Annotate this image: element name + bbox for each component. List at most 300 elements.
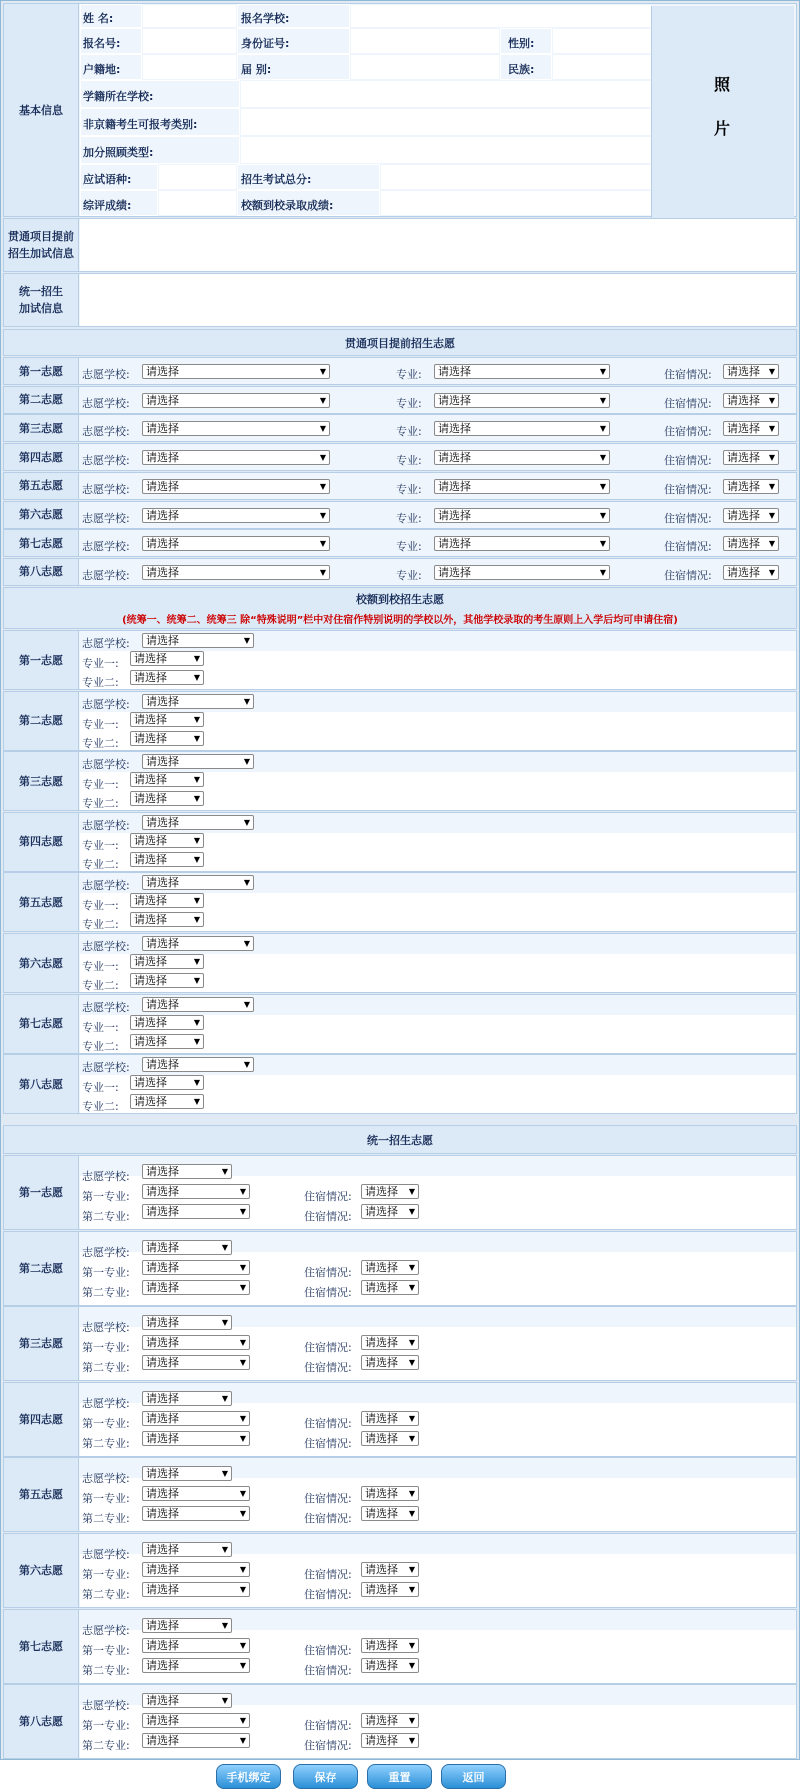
major1-select[interactable]: [130, 651, 204, 666]
major1-label: 专业一:: [82, 657, 119, 670]
select-value: 请选择: [438, 393, 471, 407]
select-value: 请选择: [146, 1185, 179, 1198]
school-select[interactable]: [142, 936, 254, 951]
dorm-select[interactable]: [723, 393, 779, 408]
dorm-select-2[interactable]: [361, 1204, 419, 1219]
school-select[interactable]: [142, 479, 330, 494]
dorm-select-2[interactable]: [361, 1582, 419, 1597]
major-label: 专业:: [396, 425, 422, 439]
major1-label: 专业一:: [82, 960, 119, 973]
dorm-select-2[interactable]: [361, 1280, 419, 1295]
chevron-down-icon: ▼: [193, 1097, 200, 1107]
dorm-select-2[interactable]: [361, 1355, 419, 1370]
select-value: 请选择: [727, 451, 760, 465]
school-select[interactable]: [142, 1693, 232, 1708]
major2-label: 第二专业:: [82, 1512, 130, 1526]
dorm-select-1[interactable]: [361, 1184, 419, 1199]
major1-label: 第一专业:: [82, 1416, 130, 1430]
chevron-down-icon: ▼: [319, 453, 326, 463]
quota-choice-fields: [80, 631, 796, 689]
dorm-select-2[interactable]: [361, 1431, 419, 1446]
school-select[interactable]: [142, 1164, 232, 1179]
select-value: 请选择: [146, 1543, 179, 1556]
school-select[interactable]: [142, 1315, 232, 1330]
select-value: 请选择: [146, 1638, 179, 1652]
major1-label: 专业一:: [82, 778, 119, 792]
major2-label: 第二专业:: [82, 1285, 130, 1299]
major1-select[interactable]: [130, 833, 204, 848]
school-label: 报名学校:: [241, 12, 290, 25]
dorm-select-1[interactable]: [361, 1335, 419, 1350]
major-label: 专业:: [396, 568, 422, 582]
school-select[interactable]: [142, 565, 330, 580]
dorm-select[interactable]: [723, 450, 779, 465]
select-value: 请选择: [146, 1240, 179, 1254]
major-select[interactable]: [434, 393, 610, 408]
select-value: 请选择: [134, 894, 167, 908]
chevron-down-icon: ▼: [408, 1433, 415, 1443]
select-value: 请选择: [146, 422, 179, 436]
school-select[interactable]: [142, 633, 254, 648]
major1-label: 专业一:: [82, 1081, 119, 1095]
major2-label: 第二专业:: [82, 1436, 130, 1450]
chevron-down-icon: ▼: [408, 1509, 415, 1519]
guantong-choice-2: [3, 386, 797, 414]
guantong-choice-fields: [80, 530, 796, 556]
chevron-down-icon: ▼: [221, 1242, 228, 1252]
select-value: 请选择: [134, 712, 167, 726]
select-value: 请选择: [365, 1487, 398, 1501]
major1-select[interactable]: [130, 712, 204, 727]
unified-choice-fields: [80, 1685, 796, 1758]
quota-choice-label: 第二志愿: [4, 692, 79, 750]
select-value: 请选择: [146, 365, 179, 378]
chevron-down-icon: ▼: [239, 1640, 246, 1650]
guantong-section-title: 贯通项目提前招生志愿: [3, 329, 797, 356]
dorm-select-2[interactable]: [361, 1733, 419, 1748]
photo-box: [651, 6, 794, 218]
select-value: 请选择: [134, 852, 167, 866]
dorm-select[interactable]: [723, 536, 779, 551]
school-select[interactable]: [142, 1057, 254, 1072]
school-select[interactable]: [142, 536, 330, 551]
chevron-down-icon: ▼: [408, 1660, 415, 1670]
select-value: 请选择: [134, 1076, 167, 1090]
school-label: 志愿学校:: [82, 1396, 130, 1410]
select-value: 请选择: [727, 393, 760, 407]
guantong-exam-info-section: [3, 218, 797, 272]
major1-select[interactable]: [130, 893, 204, 908]
dorm-select-1[interactable]: [361, 1713, 419, 1728]
major-select[interactable]: [434, 421, 610, 436]
guantong-choice-1: [3, 357, 797, 385]
select-value: 请选择: [146, 508, 179, 522]
major2-select[interactable]: [130, 973, 204, 988]
select-value: 请选择: [727, 365, 760, 378]
reg-no-label: 报名号:: [83, 37, 121, 50]
chevron-down-icon: ▼: [193, 794, 200, 804]
select-value: 请选择: [146, 1507, 179, 1521]
chevron-down-icon: ▼: [768, 367, 775, 376]
dorm-label-1: 住宿情况:: [304, 1568, 352, 1581]
major2-label: 第二专业:: [82, 1739, 130, 1753]
school-label: 志愿学校:: [82, 637, 130, 650]
lang-label: 应试语种:: [83, 173, 132, 186]
guantong-choice-5: [3, 472, 797, 500]
major1-select[interactable]: [130, 954, 204, 969]
chevron-down-icon: ▼: [243, 999, 250, 1009]
unified-choice-5: [3, 1457, 797, 1532]
select-value: 请选择: [365, 1658, 398, 1672]
guantong-choice-8: [3, 558, 797, 586]
major2-label: 专业二:: [82, 979, 119, 992]
chevron-down-icon: ▼: [193, 896, 200, 906]
dorm-label-2: 住宿情况:: [304, 1512, 352, 1526]
id-no-label: 身份证号:: [241, 37, 290, 50]
guantong-choice-fields: [80, 387, 796, 413]
major-select[interactable]: [434, 364, 610, 379]
major-select[interactable]: [434, 536, 610, 551]
chevron-down-icon: ▼: [408, 1640, 415, 1650]
dorm-label-2: 住宿情况:: [304, 1285, 352, 1299]
select-value: 请选择: [146, 1356, 179, 1370]
major-select[interactable]: [434, 508, 610, 523]
unified-choice-label: 第七志愿: [4, 1610, 79, 1683]
chevron-down-icon: ▼: [239, 1413, 246, 1423]
chevron-down-icon: ▼: [193, 976, 200, 985]
unified-section-title: 统一招生志愿: [3, 1125, 797, 1154]
unified-exam-info-section: [3, 273, 797, 327]
dorm-select-1[interactable]: [361, 1638, 419, 1653]
unified-choice-1: [3, 1155, 797, 1230]
major1-select[interactable]: [142, 1713, 250, 1728]
school-select[interactable]: [142, 1466, 232, 1481]
major1-select[interactable]: [130, 1015, 204, 1030]
school-label: 志愿学校:: [82, 1321, 130, 1335]
select-value: 请选择: [146, 1487, 179, 1501]
select-value: 请选择: [365, 1583, 398, 1596]
unified-choice-2: [3, 1231, 797, 1306]
guantong-choice-label: 第一志愿: [4, 358, 79, 384]
chevron-down-icon: ▼: [239, 1509, 246, 1519]
chevron-down-icon: ▼: [768, 395, 775, 405]
select-value: 请选择: [134, 792, 167, 806]
school-select[interactable]: [142, 450, 330, 465]
select-value: 请选择: [146, 694, 179, 708]
dorm-label-1: 住宿情况:: [304, 1416, 352, 1430]
major-select[interactable]: [434, 450, 610, 465]
school-label: 志愿学校:: [82, 1623, 130, 1637]
quota-choice-label: 第三志愿: [4, 752, 79, 810]
dorm-select-1[interactable]: [361, 1486, 419, 1501]
xueji-label: 学籍所在学校:: [83, 90, 154, 103]
major-label: 专业:: [396, 454, 422, 468]
dorm-select[interactable]: [723, 508, 779, 523]
dorm-label-1: 住宿情况:: [304, 1341, 352, 1355]
school-label: 志愿学校:: [82, 1170, 130, 1183]
major2-select[interactable]: [130, 670, 204, 685]
dorm-select[interactable]: [723, 479, 779, 494]
select-value: 请选择: [134, 913, 167, 927]
select-value: 请选择: [438, 422, 471, 436]
chevron-down-icon: ▼: [239, 1565, 246, 1574]
dorm-select[interactable]: [723, 364, 779, 379]
term-label: 届 别:: [241, 63, 272, 76]
chevron-down-icon: ▼: [193, 775, 200, 785]
select-value: 请选择: [365, 1356, 398, 1370]
major2-select[interactable]: [130, 912, 204, 927]
school-select[interactable]: [142, 815, 254, 830]
chevron-down-icon: ▼: [243, 817, 250, 827]
select-value: 请选择: [365, 1205, 398, 1218]
major-select[interactable]: [434, 479, 610, 494]
school-select[interactable]: [142, 694, 254, 709]
dorm-select-2[interactable]: [361, 1658, 419, 1673]
unified-choice-label: 第四志愿: [4, 1383, 79, 1456]
chevron-down-icon: ▼: [193, 854, 200, 864]
dorm-label: 住宿情况:: [664, 482, 712, 496]
school-label: 志愿学校:: [82, 1245, 130, 1259]
dorm-label: 住宿情况:: [664, 425, 712, 439]
unified-choice-fields: [80, 1534, 796, 1607]
chevron-down-icon: ▼: [408, 1262, 415, 1272]
select-value: 请选择: [134, 1034, 167, 1048]
major2-select[interactable]: [142, 1355, 250, 1370]
major1-select[interactable]: [142, 1411, 250, 1426]
school-select[interactable]: [142, 393, 330, 408]
nonbj-label: 非京籍考生可报考类别:: [83, 118, 198, 131]
select-value: 请选择: [146, 634, 179, 647]
select-value: 请选择: [146, 1260, 179, 1274]
major2-select[interactable]: [142, 1658, 250, 1673]
major1-select[interactable]: [142, 1260, 250, 1275]
unified-choice-fields: [80, 1232, 796, 1305]
major2-select[interactable]: [130, 1094, 204, 1109]
select-value: 请选择: [365, 1638, 398, 1652]
select-value: 请选择: [134, 652, 167, 665]
chevron-down-icon: ▼: [193, 1017, 200, 1027]
unified-choice-3: [3, 1306, 797, 1381]
quota-choice-fields: [80, 813, 796, 871]
major2-select[interactable]: [142, 1280, 250, 1295]
chevron-down-icon: ▼: [243, 878, 250, 888]
chevron-down-icon: ▼: [239, 1489, 246, 1499]
chevron-down-icon: ▼: [243, 696, 250, 706]
select-value: 请选择: [146, 1694, 179, 1708]
chevron-down-icon: ▼: [239, 1187, 246, 1196]
school-select[interactable]: [142, 1542, 232, 1557]
chevron-down-icon: ▼: [408, 1489, 415, 1499]
major1-select[interactable]: [142, 1562, 250, 1577]
major2-label: 专业二:: [82, 736, 119, 750]
chevron-down-icon: ▼: [193, 673, 200, 682]
chevron-down-icon: ▼: [193, 957, 200, 966]
total-label: 招生考试总分:: [241, 173, 312, 186]
unified-choice-fields: [80, 1156, 796, 1229]
school-select[interactable]: [142, 754, 254, 769]
select-value: 请选择: [365, 1280, 398, 1294]
school-select[interactable]: [142, 508, 330, 523]
chevron-down-icon: ▼: [221, 1393, 228, 1403]
unified-exam-info-label: 统一招生 加试信息: [4, 274, 79, 326]
school-select[interactable]: [142, 1391, 232, 1406]
unified-choice-8: [3, 1684, 797, 1759]
guantong-choice-fields: [80, 358, 796, 384]
dorm-select-2[interactable]: [361, 1506, 419, 1521]
quota-score-label: 校额到校录取成绩:: [241, 199, 334, 212]
chevron-down-icon: ▼: [239, 1716, 246, 1726]
major2-select[interactable]: [130, 1034, 204, 1049]
school-select[interactable]: [142, 997, 254, 1012]
chevron-down-icon: ▼: [239, 1207, 246, 1216]
photo-text-2: 片: [714, 119, 731, 138]
major1-select[interactable]: [142, 1184, 250, 1199]
basic-info-section: [3, 3, 797, 217]
chevron-down-icon: ▼: [319, 539, 326, 549]
major-label: 专业:: [396, 511, 422, 525]
school-select[interactable]: [142, 1240, 232, 1255]
dorm-label-2: 住宿情况:: [304, 1663, 352, 1677]
select-value: 请选择: [146, 1058, 179, 1072]
major2-label: 专业二:: [82, 676, 119, 689]
major-label: 专业:: [396, 482, 422, 496]
select-value: 请选择: [146, 565, 179, 579]
guantong-exam-info-value: [80, 219, 796, 271]
select-value: 请选择: [146, 1658, 179, 1672]
dorm-select-1[interactable]: [361, 1562, 419, 1577]
dorm-select[interactable]: [723, 421, 779, 436]
unified-choice-fields: [80, 1458, 796, 1531]
select-value: 请选择: [134, 974, 167, 987]
chevron-down-icon: ▼: [599, 395, 606, 405]
major1-select[interactable]: [142, 1638, 250, 1653]
quota-choice-fields: [80, 1055, 796, 1113]
select-value: 请选择: [134, 833, 167, 847]
chevron-down-icon: ▼: [768, 510, 775, 520]
major1-label: 第一专业:: [82, 1265, 130, 1279]
unified-choice-label: 第五志愿: [4, 1458, 79, 1531]
dorm-label-2: 住宿情况:: [304, 1436, 352, 1450]
major2-label: 专业二:: [82, 797, 119, 811]
major2-select[interactable]: [142, 1204, 250, 1219]
dorm-label-1: 住宿情况:: [304, 1265, 352, 1279]
dorm-label: 住宿情况:: [664, 454, 712, 468]
school-label: 志愿学校:: [82, 1000, 130, 1014]
unified-choice-label: 第一志愿: [4, 1156, 79, 1229]
school-select[interactable]: [142, 364, 330, 379]
select-value: 请选择: [146, 1316, 179, 1330]
school-label: 志愿学校:: [82, 1699, 130, 1713]
chevron-down-icon: ▼: [319, 510, 326, 520]
quota-choice-label: 第四志愿: [4, 813, 79, 871]
quota-choice-fields: [80, 995, 796, 1053]
gender-label: 性别:: [508, 37, 535, 50]
major2-select[interactable]: [130, 852, 204, 867]
select-value: 请选择: [146, 1583, 179, 1596]
select-value: 请选择: [134, 671, 167, 684]
school-label: 志愿学校:: [82, 1548, 130, 1561]
dorm-label-2: 住宿情况:: [304, 1361, 352, 1375]
unified-choice-fields: [80, 1383, 796, 1456]
dorm-label-2: 住宿情况:: [304, 1210, 352, 1223]
quota-choice-1: [3, 630, 797, 690]
hukou-label: 户籍地:: [83, 63, 121, 76]
dorm-select-1[interactable]: [361, 1260, 419, 1275]
major1-select[interactable]: [142, 1335, 250, 1350]
back-button[interactable]: 返回: [441, 1764, 506, 1789]
major2-select[interactable]: [142, 1582, 250, 1597]
dorm-select-1[interactable]: [361, 1411, 419, 1426]
guantong-choice-label: 第八志愿: [4, 559, 79, 585]
bind-phone-button[interactable]: 手机绑定: [216, 1764, 281, 1789]
quota-choice-3: [3, 751, 797, 811]
save-button[interactable]: 保存: [293, 1764, 358, 1789]
school-label: 志愿学校:: [82, 540, 130, 554]
school-label: 志愿学校:: [82, 482, 130, 496]
major1-select[interactable]: [130, 1075, 204, 1090]
chevron-down-icon: ▼: [768, 481, 775, 491]
select-value: 请选择: [365, 1431, 398, 1445]
select-value: 请选择: [365, 1734, 398, 1748]
chevron-down-icon: ▼: [408, 1716, 415, 1726]
chevron-down-icon: ▼: [599, 481, 606, 491]
major2-select[interactable]: [130, 791, 204, 806]
major2-label: 第二专业:: [82, 1361, 130, 1375]
school-select[interactable]: [142, 421, 330, 436]
chevron-down-icon: ▼: [243, 939, 250, 948]
chevron-down-icon: ▼: [221, 1696, 228, 1706]
major-select[interactable]: [434, 565, 610, 580]
major2-select[interactable]: [130, 731, 204, 746]
major2-select[interactable]: [142, 1733, 250, 1748]
bonus-label: 加分照顾类型:: [83, 146, 154, 159]
major2-label: 专业二:: [82, 1100, 119, 1114]
select-value: 请选择: [146, 876, 179, 890]
dorm-label: 住宿情况:: [664, 511, 712, 525]
major2-select[interactable]: [142, 1431, 250, 1446]
name-value: [142, 4, 237, 28]
major1-label: 第一专业:: [82, 1568, 130, 1581]
select-value: 请选择: [146, 451, 179, 465]
chevron-down-icon: ▼: [768, 424, 775, 434]
select-value: 请选择: [727, 537, 760, 551]
guantong-choice-fields: [80, 415, 796, 441]
unified-choice-7: [3, 1609, 797, 1684]
school-select[interactable]: [142, 1618, 232, 1633]
major1-select[interactable]: [142, 1486, 250, 1501]
reset-button[interactable]: 重置: [367, 1764, 432, 1789]
chevron-down-icon: ▼: [319, 481, 326, 491]
select-value: 请选择: [146, 1165, 179, 1178]
quota-choice-7: [3, 994, 797, 1054]
school-select[interactable]: [142, 875, 254, 890]
select-value: 请选择: [365, 1411, 398, 1425]
quota-choice-8: [3, 1054, 797, 1114]
select-value: 请选择: [146, 1205, 179, 1218]
quota-choice-fields: [80, 873, 796, 931]
dorm-label-2: 住宿情况:: [304, 1739, 352, 1753]
major2-select[interactable]: [142, 1506, 250, 1521]
select-value: 请选择: [365, 1507, 398, 1521]
name-label: 姓 名:: [83, 12, 114, 25]
major1-label: 第一专业:: [82, 1341, 130, 1355]
select-value: 请选择: [365, 1563, 398, 1576]
guantong-choice-label: 第四志愿: [4, 444, 79, 470]
select-value: 请选择: [146, 1467, 179, 1481]
major1-label: 第一专业:: [82, 1643, 130, 1657]
dorm-select[interactable]: [723, 565, 779, 580]
major1-select[interactable]: [130, 772, 204, 787]
